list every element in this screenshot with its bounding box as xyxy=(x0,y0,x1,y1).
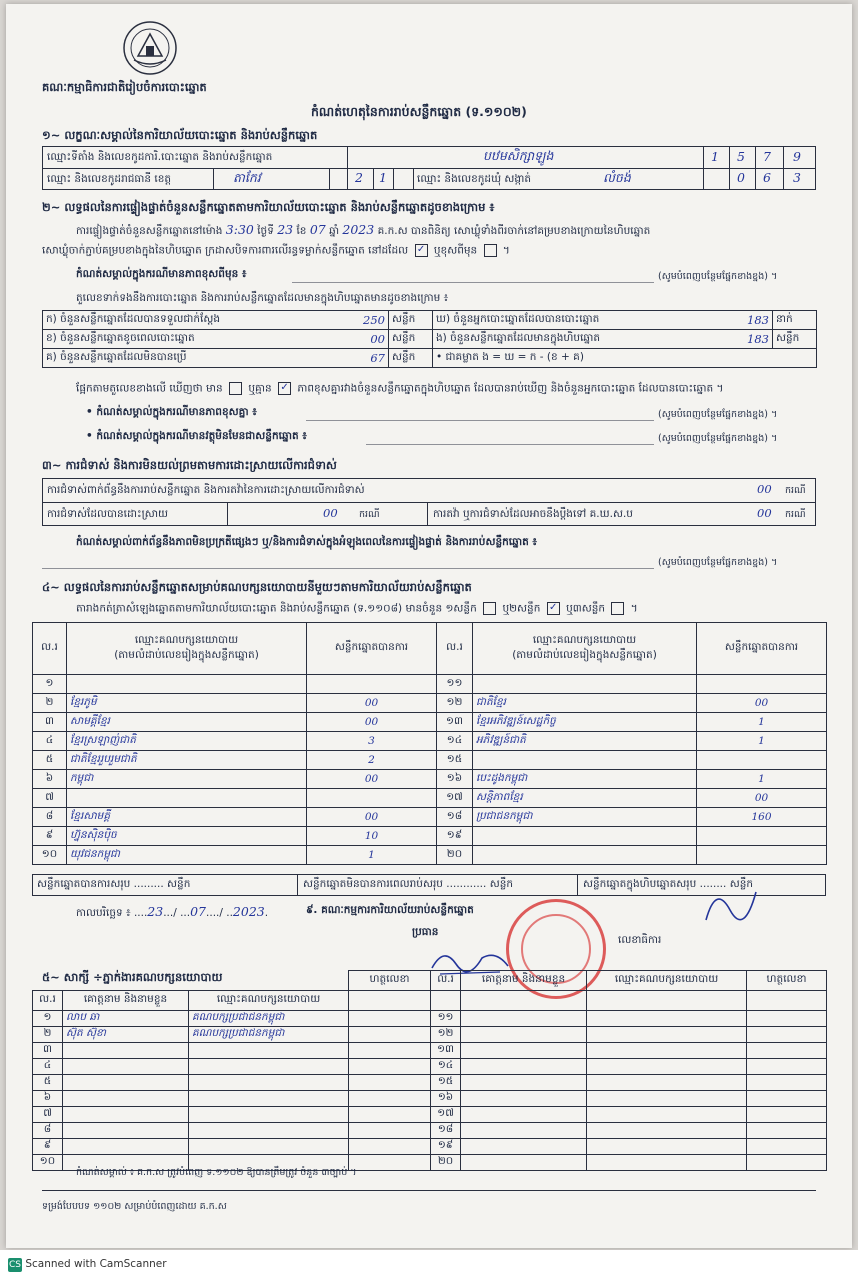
note-fill-1: (សូមបំពេញបន្ថែមផ្នែកខាងខ្នង) ។ xyxy=(658,271,778,282)
witness-party xyxy=(587,1075,747,1091)
witness-name xyxy=(63,1043,189,1059)
witness-party xyxy=(587,1027,747,1043)
witness-no: ១៣ xyxy=(431,1043,461,1059)
signature-date: កាលបរិច្ឆេទ ៖ ....23.../ ...07..../ ..2023. xyxy=(76,904,269,919)
results-row xyxy=(33,694,827,713)
results-no: ១ xyxy=(33,675,67,694)
results-row xyxy=(33,732,827,751)
president-label: ប្រធាន xyxy=(412,926,439,938)
witness-name xyxy=(461,1059,587,1075)
objection-appeal-label: ការតវ៉ា ឬការជំទាស់ដែលអាចនឹងប្តឹងទៅ គ.ឃ.ស.ប xyxy=(433,508,633,520)
witness-sign xyxy=(747,1075,827,1091)
witness-sign xyxy=(349,1155,431,1171)
witness-party xyxy=(189,1059,349,1075)
witness-party xyxy=(587,1011,747,1027)
form-note: ទម្រង់បែបបទ ១១០២ សម្រាប់បំពេញដោយ គ.ក.ស xyxy=(42,1201,227,1212)
section3-heading: ៣~ ការជំទាស់ និងការមិនយល់ព្រមតាមការដោះស្រាយលើការជំទាស់ xyxy=(42,458,337,472)
results-votes: 160 xyxy=(697,808,827,827)
results-party: ជាតិខ្មែររួបរួមជាតិ xyxy=(67,751,307,770)
witness-row xyxy=(33,1091,827,1107)
same-checkbox[interactable]: ✓ xyxy=(415,244,428,257)
witness-no: ១១ xyxy=(431,1011,461,1027)
results-no: ២ xyxy=(33,694,67,713)
results-col-votes: សន្លឹកឆ្នោតបានការ xyxy=(307,623,437,675)
results-votes: 10 xyxy=(307,827,437,846)
witness-col-no: ល.រ xyxy=(33,991,63,1011)
results-col-votes: សន្លឹកឆ្នោតបានការ xyxy=(697,623,827,675)
witness-no: ១៥ xyxy=(431,1075,461,1091)
section2-p1: ការផ្ទៀងផ្ទាត់ចំនួនសន្លឹកឆ្នោតនៅម៉ោង 3:30 ថ្ងៃទី 23 ខែ 07 ឆ្នាំ 2023 គ.ក.ស បានពិនិត្យ សោឃ្លុំទាំងពីរចាក់នៅគម្របខាងក្រោយនៃហិបឆ្នោត xyxy=(76,222,651,237)
results-no: ១៣ xyxy=(437,713,473,732)
witness-no: ៨ xyxy=(33,1123,63,1139)
results-table xyxy=(32,622,827,865)
results-votes: 00 xyxy=(697,694,827,713)
results-row xyxy=(33,675,827,694)
witness-sign xyxy=(747,1107,827,1123)
count-row: ខ) ចំនួនសន្លឹកឆ្នោតខូចពេលបោះឆ្នោត 00 សន្លឹក ង) ចំនួនសន្លឹកឆ្នោតដែលមានក្នុងហិបឆ្នោត 183 សន្លឹក xyxy=(43,330,817,349)
witness-party xyxy=(587,1107,747,1123)
count-table xyxy=(42,310,817,368)
results-party xyxy=(473,846,697,865)
commune-code-3: 3 xyxy=(793,170,801,185)
results-votes xyxy=(307,789,437,808)
witness-name xyxy=(63,1107,189,1123)
results-party: ខ្មែរភូមិ xyxy=(67,694,307,713)
objection-table xyxy=(42,478,816,526)
witness-sign xyxy=(349,1011,431,1027)
witness-name xyxy=(461,1027,587,1043)
witness-row xyxy=(33,1075,827,1091)
results-no: ១០ xyxy=(33,846,67,865)
witness-sign xyxy=(747,1155,827,1171)
witness-name xyxy=(461,1011,587,1027)
witness-table xyxy=(32,970,827,1171)
witness-party xyxy=(587,1043,747,1059)
results-votes: 00 xyxy=(307,694,437,713)
scanner-footer xyxy=(0,1250,858,1280)
results-col-party: ឈ្មោះគណបក្សនយោបាយ (តាមលំដាប់លេខរៀងក្នុងសន្លឹកឆ្នោត) xyxy=(473,623,697,675)
section4-intro: តារាងកត់ត្រាសំឡេងឆ្នោតតាមការិយាល័យបោះឆ្នោត និងរាប់សន្លឹកឆ្នោត (ទ.១១០៨) មានចំនួន ១សន្លឹក ឬ២សន្លឹក ✓ ឬ៣សន្លឹក ។ xyxy=(76,602,638,615)
secretary-label: លេខាធិការ xyxy=(618,934,662,946)
unit-label: ករណី xyxy=(785,485,806,496)
results-party: ប្រជាជនកម្ពុជា xyxy=(473,808,697,827)
witness-name xyxy=(461,1075,587,1091)
witness-name xyxy=(63,1075,189,1091)
nec-emblem-icon xyxy=(122,20,178,76)
results-col-no: ល.រ xyxy=(437,623,473,675)
witness-col-name: គោត្តនាម និងនាមខ្លួន xyxy=(461,971,587,991)
commune-value: លំចង់ xyxy=(603,170,631,185)
witness-sign xyxy=(349,1107,431,1123)
unit-label: ករណី xyxy=(785,509,806,520)
section1-heading: ១~ លក្ខណៈសម្គាល់នៃការិយាល័យបោះឆ្នោត និងរាប់សន្លឹកឆ្នោត xyxy=(42,128,318,142)
witness-party: គណបក្សប្រជាជនកម្ពុជា xyxy=(189,1027,349,1043)
results-votes: 1 xyxy=(697,713,827,732)
province-code-2: 1 xyxy=(379,170,387,185)
witness-sign xyxy=(349,1139,431,1155)
witness-row xyxy=(33,1011,827,1027)
note-fill-4: (សូមបំពេញបន្ថែមផ្នែកខាងខ្នង) ។ xyxy=(658,557,778,568)
objection-appeal-value: 00 xyxy=(757,506,772,520)
results-no: ១៦ xyxy=(437,770,473,789)
witness-sign xyxy=(349,1043,431,1059)
results-no: ៦ xyxy=(33,770,67,789)
witness-row xyxy=(33,1043,827,1059)
witness-sign xyxy=(747,1043,827,1059)
witness-party xyxy=(587,1059,747,1075)
witness-no: ៩ xyxy=(33,1139,63,1155)
results-party xyxy=(67,675,307,694)
results-party xyxy=(473,675,697,694)
location-code-3: 7 xyxy=(763,149,771,164)
results-votes xyxy=(307,675,437,694)
results-party: យុវជនកម្ពុជា xyxy=(67,846,307,865)
commune-label: ឈ្មោះ និងលេខកូដឃុំ សង្កាត់ xyxy=(417,173,532,185)
camscanner-icon: CS xyxy=(9,1260,21,1270)
location-value: បឋមសិក្សាឡូង xyxy=(483,148,554,163)
results-no: ៤ xyxy=(33,732,67,751)
location-label: ឈ្មោះទីតាំង និងលេខកូដការិ.បោះឆ្នោត និងរាប់សន្លឹកឆ្នោត xyxy=(47,151,273,163)
witness-party xyxy=(189,1107,349,1123)
witness-name xyxy=(461,1139,587,1155)
results-votes: 1 xyxy=(697,770,827,789)
unit-label: ករណី xyxy=(359,509,380,520)
results-party: ខ្មែរអភិវឌ្ឍន៍សេដ្ឋកិច្ច xyxy=(473,713,697,732)
results-votes: 2 xyxy=(307,751,437,770)
witness-name: ស៊ុត ស៊ុខា xyxy=(63,1027,189,1043)
witness-sign xyxy=(349,1027,431,1043)
witness-col-name: គោត្តនាម និងនាមខ្លួន xyxy=(63,991,189,1011)
results-no: ៩ xyxy=(33,827,67,846)
witness-sign xyxy=(349,1059,431,1075)
witness-sign xyxy=(747,1027,827,1043)
witness-row xyxy=(33,1107,827,1123)
witness-sign xyxy=(349,1123,431,1139)
objection-row1-value: 00 xyxy=(757,482,772,496)
section3-note: កំណត់សម្គាល់ពាក់ព័ន្ធនឹងភាពមិនប្រក្រតីផ្សេងៗ ឬ/និងការជំទាស់ក្នុងអំឡុងពេលនៃការផ្ទៀងផ្ទាត់ និងការរាប់សន្លឹកឆ្នោត ៖ xyxy=(76,536,538,548)
results-party: ខ្មែរស្រឡាញ់ជាតិ xyxy=(67,732,307,751)
witness-sign xyxy=(747,1059,827,1075)
witness-sign xyxy=(747,1091,827,1107)
witness-name xyxy=(63,1091,189,1107)
results-no: ២០ xyxy=(437,846,473,865)
results-party xyxy=(67,789,307,808)
valid-total-label: សន្លឹកឆ្នោតបានការសរុប ......... សន្លឹក xyxy=(37,878,191,890)
results-no: ១៨ xyxy=(437,808,473,827)
witness-no: ៤ xyxy=(33,1059,63,1075)
witness-no: ១៤ xyxy=(431,1059,461,1075)
witness-party xyxy=(587,1139,747,1155)
witness-col-party: ឈ្មោះគណបក្សនយោបាយ xyxy=(189,991,349,1011)
witness-name xyxy=(461,1091,587,1107)
results-no: ៥ xyxy=(33,751,67,770)
results-no: ៧ xyxy=(33,789,67,808)
results-no: ១៤ xyxy=(437,732,473,751)
results-votes: 00 xyxy=(307,808,437,827)
witness-no: ២ xyxy=(33,1027,63,1043)
results-party: សន្តិភាពខ្មែរ xyxy=(473,789,697,808)
results-row xyxy=(33,751,827,770)
results-votes: 1 xyxy=(697,732,827,751)
witness-no: ១៧ xyxy=(431,1107,461,1123)
results-votes xyxy=(697,846,827,865)
results-row xyxy=(33,808,827,827)
witness-no: ១៨ xyxy=(431,1123,461,1139)
footnote: កំណត់សម្គាល់ ៖ គ.ក.ស ត្រូវបំពេញ ទ.១១០២ ឱ្យបានត្រឹមត្រូវ ចំនួន ៣ច្បាប់ ។ xyxy=(76,1167,357,1178)
document-title: កំណត់ហេតុនៃការរាប់សន្លឹកឆ្នោត (ទ.១១០២) xyxy=(311,104,527,119)
bullet-foreign-object: • កំណត់សម្គាល់ក្នុងករណីមានវត្ថុមិនមែនជាសន្លឹកឆ្នោត ៖ xyxy=(86,430,307,442)
witness-sign xyxy=(747,1123,827,1139)
witness-no: ៣ xyxy=(33,1043,63,1059)
note-fill-3: (សូមបំពេញបន្ថែមផ្នែកខាងខ្នង) ។ xyxy=(658,433,778,444)
results-party: បេះដូងកម្ពុជា xyxy=(473,770,697,789)
results-party: ជាតិខ្មែរ xyxy=(473,694,697,713)
different-checkbox[interactable] xyxy=(484,244,497,257)
witness-no: ១៩ xyxy=(431,1139,461,1155)
province-code-1: 2 xyxy=(355,170,363,185)
witness-name xyxy=(63,1123,189,1139)
three-sheet-checkbox[interactable] xyxy=(611,602,624,615)
witness-no: ១ xyxy=(33,1011,63,1027)
results-party xyxy=(473,751,697,770)
secretary-signature xyxy=(696,880,766,930)
results-no: ១២ xyxy=(437,694,473,713)
no-difference-checkbox[interactable]: ✓ xyxy=(278,382,291,395)
witness-party xyxy=(189,1091,349,1107)
objection-row1-label: ការជំទាស់ពាក់ព័ន្ធនឹងការរាប់សន្លឹកឆ្នោត និងការតវ៉ានៃការដោះស្រាយលើការជំទាស់ xyxy=(47,484,365,496)
witness-col-no: ល.រ xyxy=(431,971,461,991)
witness-sign xyxy=(747,1011,827,1027)
witness-party xyxy=(587,1091,747,1107)
witness-sign xyxy=(747,1139,827,1155)
witness-no: ១៦ xyxy=(431,1091,461,1107)
witness-party xyxy=(189,1123,349,1139)
witness-row xyxy=(33,1123,827,1139)
results-votes: 00 xyxy=(307,713,437,732)
bullet-difference: • កំណត់សម្គាល់ក្នុងករណីមានភាពខុសគ្នា ៖ xyxy=(86,406,257,418)
results-party: កម្ពុជា xyxy=(67,770,307,789)
section2-p4: តួលេខទាក់ទងនឹងការបោះឆ្នោត និងការរាប់សន្លឹកឆ្នោតដែលមានក្នុងហិបឆ្នោតមានដូចខាងក្រោម ៖ xyxy=(76,292,449,304)
note-fill-2: (សូមបំពេញបន្ថែមផ្នែកខាងខ្នង) ។ xyxy=(658,409,778,420)
results-no: ១៧ xyxy=(437,789,473,808)
results-party xyxy=(473,827,697,846)
results-votes: 00 xyxy=(307,770,437,789)
location-code-1: 1 xyxy=(711,149,719,164)
invalid-total-label: សន្លឹកឆ្នោតមិនបានការពេលរាប់សរុប ............ សន្លឹក xyxy=(303,878,514,890)
witness-party xyxy=(587,1123,747,1139)
witness-name xyxy=(461,1155,587,1171)
witness-col-party: ឈ្មោះគណបក្សនយោបាយ xyxy=(587,971,747,991)
count-row: ក) ចំនួនសន្លឹកឆ្នោតដែលបានទទួលជាក់ស្តែង 250 សន្លឹក ឃ) ចំនួនអ្នកបោះឆ្នោតដែលបានបោះឆ្នោត 183 នាក់ xyxy=(43,311,817,330)
results-party: ហ្វ៊ុនស៊ិនប៉ិច xyxy=(67,827,307,846)
results-votes xyxy=(697,675,827,694)
witness-name xyxy=(461,1123,587,1139)
results-no: ១១ xyxy=(437,675,473,694)
witness-party xyxy=(189,1043,349,1059)
witness-party xyxy=(189,1139,349,1155)
camscanner-label: CS Scanned with CamScanner xyxy=(9,1258,167,1270)
commune-code-1: 0 xyxy=(737,170,745,185)
witness-sign xyxy=(349,1075,431,1091)
document-page xyxy=(6,4,852,1248)
results-no: ៣ xyxy=(33,713,67,732)
section4-heading: ៤~ លទ្ធផលនៃការរាប់សន្លឹកឆ្នោតសម្រាប់គណបក្សនយោបាយនីមួយៗតាមការិយាល័យរាប់សន្លឹកឆ្នោត xyxy=(42,580,472,594)
objection-resolved-label: ការជំទាស់ដែលបានដោះស្រាយ xyxy=(47,508,169,520)
witness-no: ២០ xyxy=(431,1155,461,1171)
witness-name xyxy=(63,1139,189,1155)
witness-no: ១០ xyxy=(33,1155,63,1171)
witness-sign xyxy=(349,1091,431,1107)
results-row xyxy=(33,770,827,789)
witness-name: លាប ឆា xyxy=(63,1011,189,1027)
section2-p3: កំណត់សម្គាល់ក្នុងករណីមានភាពខុសពីមុន ៖ xyxy=(76,268,247,280)
witness-col-sign: ហត្ថលេខា xyxy=(747,971,827,991)
witness-party xyxy=(587,1155,747,1171)
one-sheet-checkbox[interactable] xyxy=(483,602,496,615)
box-total-label: សន្លឹកឆ្នោតក្នុងហិបឆ្នោតសរុប ........ សន្លឹក xyxy=(583,878,754,890)
witness-col-sign: ហត្ថលេខា xyxy=(349,971,431,991)
results-party: អភិវឌ្ឍន៍ជាតិ xyxy=(473,732,697,751)
section5-heading: ៥~ សាក្សី ÷ភ្នាក់ងារគណបក្សនយោបាយ xyxy=(42,970,223,984)
witness-no: ៦ xyxy=(33,1091,63,1107)
count-row: គ) ចំនួនសន្លឹកឆ្នោតដែលមិនបានប្រើ 67 សន្លឹក • ជាគម្លាត ង = ឃ = ក - (ខ + គ) xyxy=(43,349,817,368)
witness-row xyxy=(33,1139,827,1155)
location-code-4: 9 xyxy=(793,149,801,164)
org-name: គណៈកម្មាធិការជាតិរៀបចំការបោះឆ្នោត xyxy=(42,80,207,94)
results-col-party: ឈ្មោះគណបក្សនយោបាយ (តាមលំដាប់លេខរៀងក្នុងសន្លឹកឆ្នោត) xyxy=(67,623,307,675)
results-votes xyxy=(697,827,827,846)
witness-row xyxy=(33,1027,827,1043)
results-no: ១៩ xyxy=(437,827,473,846)
results-row xyxy=(33,713,827,732)
witness-party: គណបក្សប្រជាជនកម្ពុជា xyxy=(189,1011,349,1027)
results-party: ខ្មែរសាមគ្គី xyxy=(67,808,307,827)
witness-no: ១២ xyxy=(431,1027,461,1043)
witness-party xyxy=(189,1075,349,1091)
witness-name xyxy=(461,1107,587,1123)
has-difference-checkbox[interactable] xyxy=(229,382,242,395)
results-no: ១៥ xyxy=(437,751,473,770)
signing-committee: ៩. គណៈកម្មការការិយាល័យរាប់សន្លឹកឆ្នោត xyxy=(306,904,474,916)
witness-name xyxy=(63,1059,189,1075)
section2-p5: ផ្អែកតាមតួលេខខាងលើ ឃើញថា មាន ឬគ្មាន ✓ ភាពខុសគ្នារវាងចំនួនសន្លឹកឆ្នោតក្នុងហិបឆ្នោត ដែលបានរាប់ឃើញ និងចំនួនអ្នកបោះឆ្នោត ដែលបានបោះឆ្នោត ។ xyxy=(76,382,724,395)
commune-code-2: 6 xyxy=(763,170,771,185)
results-row xyxy=(33,789,827,808)
province-value: តាកែវ xyxy=(233,170,261,185)
witness-no: ៧ xyxy=(33,1107,63,1123)
two-sheet-checkbox[interactable]: ✓ xyxy=(547,602,560,615)
province-label: ឈ្មោះ និងលេខកូដរាជធានី ខេត្ត xyxy=(47,173,172,185)
witness-name xyxy=(461,1043,587,1059)
results-row xyxy=(33,846,827,865)
results-votes: 1 xyxy=(307,846,437,865)
location-code-2: 5 xyxy=(737,149,745,164)
results-votes xyxy=(697,751,827,770)
results-votes: 00 xyxy=(697,789,827,808)
results-votes: 3 xyxy=(307,732,437,751)
results-party: សាមគ្គីខ្មែរ xyxy=(67,713,307,732)
results-no: ៨ xyxy=(33,808,67,827)
results-col-no: ល.រ xyxy=(33,623,67,675)
section2-heading: ២~ លទ្ធផលនៃការផ្ទៀងផ្ទាត់ចំនួនសន្លឹកឆ្នោតតាមការិយាល័យបោះឆ្នោត និងរាប់សន្លឹកឆ្នោតដូចខាងក្រោម ៖ xyxy=(42,200,495,214)
results-row xyxy=(33,827,827,846)
witness-row xyxy=(33,1059,827,1075)
objection-resolved-value: 00 xyxy=(323,506,338,520)
section1-table xyxy=(42,146,816,190)
witness-no: ៥ xyxy=(33,1075,63,1091)
section2-p2: សោឃ្លុំចាក់ភ្ជាប់គម្របខាងក្នុងនៃហិបឆ្នោត ក្រដាសបិទការពារលើរន្ធទម្លាក់សន្លឹកឆ្នោត នៅដដែល ✓ ឬខុសពីមុន ។ xyxy=(42,244,510,257)
